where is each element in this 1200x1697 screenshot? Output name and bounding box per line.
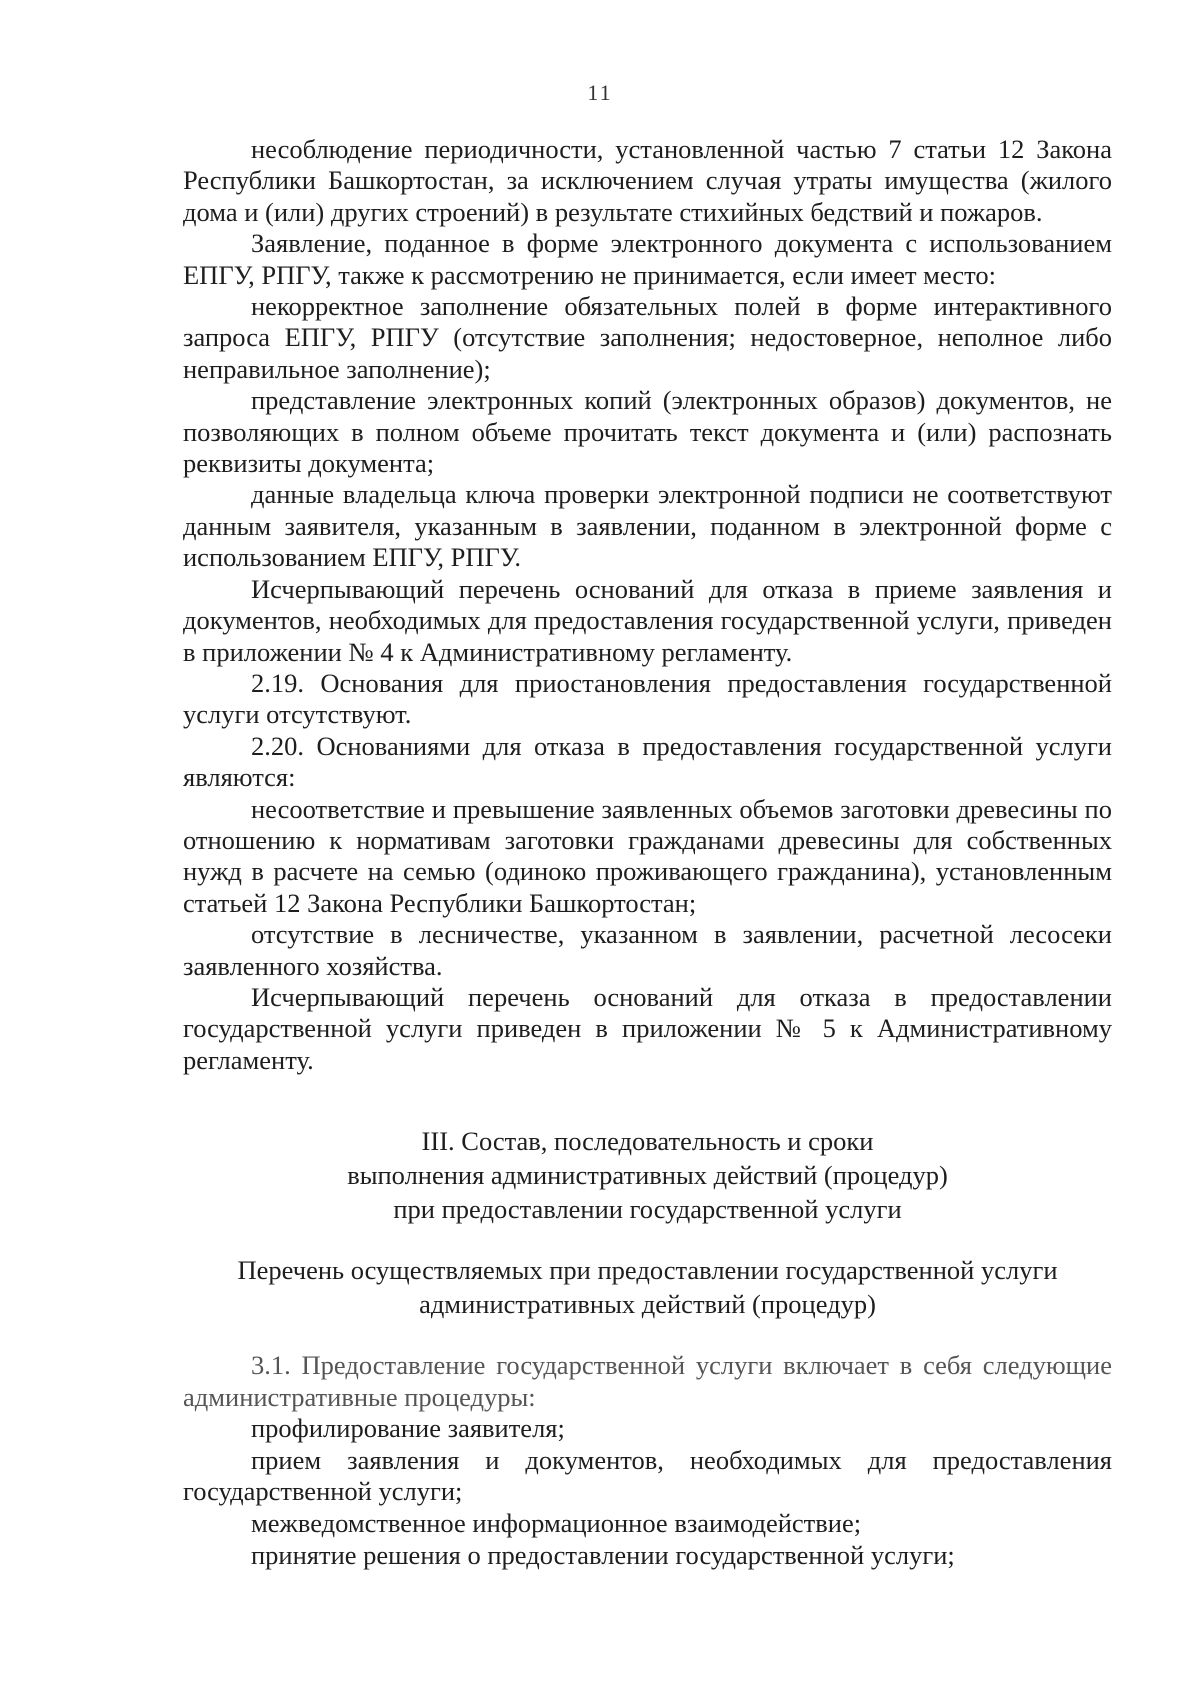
section-title-line: при предоставлении государственной услуги — [393, 1194, 902, 1224]
page-number: 11 — [587, 80, 613, 105]
section-title-line: III. Состав, последовательность и сроки — [421, 1126, 874, 1156]
paragraph: данные владельца ключа проверки электронной подписи не соответствуют данным заявителя, указанным в заявлении, поданном в электронной форме с использованием ЕПГУ, РПГУ. — [183, 479, 1112, 573]
paragraph: несоблюдение периодичности, установленной частью 7 статьи 12 Закона Республики Башкортостан, за исключением случая утраты имущества (жилого дома и (или) других строений) в результате стихийных бедствий и пожаров. — [183, 134, 1112, 227]
section-title-line: выполнения административных действий (процедур) — [347, 1160, 948, 1190]
list-item: принятие решения о предоставлении государственной услуги; — [251, 1539, 955, 1570]
list-item: межведомственное информационное взаимодействие; — [251, 1507, 862, 1538]
paragraph: Исчерпывающий перечень оснований для отказа в предоставлении государственной услуги приведен в приложении № 5 к Административному регламенту. — [183, 981, 1112, 1075]
paragraph: несоответствие и превышение заявленных объемов заготовки древесины по отношению к нормативам заготовки гражданами древесины для собственных нужд в расчете на семью (одиноко проживающего гражданина), установленным статьей 12 Закона Республики Башкортостан; — [183, 793, 1112, 918]
paragraph: Заявление, поданное в форме электронного документа с использованием ЕПГУ, РПГУ, также к рассмотрению не принимается, если имеет место: — [183, 228, 1112, 290]
paragraph: Исчерпывающий перечень оснований для отказа в приеме заявления и документов, необходимых для предоставления государственной услуги, приведен в приложении № 4 к Административному регламенту. — [183, 573, 1112, 667]
body-text — [183, 134, 1112, 1076]
paragraph-2-19: 2.19. Основания для приостановления предоставления государственной услуги отсутствуют. — [183, 667, 1112, 730]
subsection-title-line: административных действий (процедур) — [419, 1289, 876, 1319]
paragraph: некорректное заполнение обязательных полей в форме интерактивного запроса ЕПГУ, РПГУ (отсутствие заполнения; недостоверное, неполное либо неправильное заполнение); — [183, 291, 1112, 384]
section-title — [183, 1124, 1112, 1226]
subsection-title — [183, 1253, 1112, 1321]
list-item: прием заявления и документов, необходимых для предоставления государственной услуги; — [183, 1444, 1112, 1507]
procedures-list — [183, 1350, 1112, 1571]
subsection-title-line: Перечень осуществляемых при предоставлении государственной услуги — [237, 1255, 1058, 1285]
paragraph: отсутствие в лесничестве, указанном в заявлении, расчетной лесосеки заявленного хозяйства. — [183, 919, 1112, 981]
paragraph-2-20: 2.20. Основаниями для отказа в предоставления государственной услуги являются: — [183, 730, 1112, 793]
list-item: профилирование заявителя; — [251, 1413, 565, 1444]
procedures-intro: 3.1. Предоставление государственной услуги включает в себя следующие административные процедуры: — [183, 1350, 1112, 1412]
paragraph: представление электронных копий (электронных образов) документов, не позволяющих в полном объеме прочитать текст документа и (или) распознать реквизиты документа; — [183, 385, 1112, 479]
